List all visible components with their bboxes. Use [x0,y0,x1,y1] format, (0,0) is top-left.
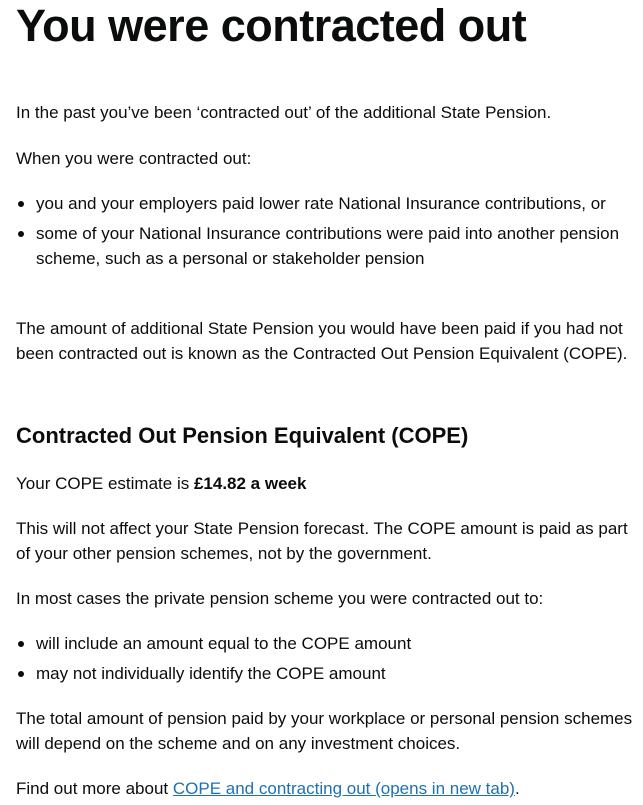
page-title: You were contracted out [16,0,527,51]
contracted-out-lead: When you were contracted out: [16,149,252,168]
find-out-more-paragraph [16,776,638,801]
forecast-paragraph: This will not affect your State Pension forecast. The COPE amount is paid as part of your other pension schemes, not by the government. [16,519,628,563]
cope-heading: Contracted Out Pension Equivalent (COPE) [16,423,469,448]
find-out-more-label: Find out more about [16,779,173,798]
cope-estimate-label: Your COPE estimate is [16,474,194,493]
cope-estimate [16,471,638,496]
list-item: you and your employers paid lower rate National Insurance contributions, or [36,191,643,216]
total-pension-paragraph: The total amount of pension paid by your workplace or personal pension schemes will depend on the scheme and on any investment choices. [16,709,633,753]
list-item: will include an amount equal to the COPE amount [36,631,643,656]
find-out-more-period: . [514,779,520,798]
private-scheme-list [16,631,643,691]
cope-info-link[interactable]: COPE and contracting out (opens in new tab) [172,779,515,798]
list-item: some of your National Insurance contributions were paid into another pension scheme, such as a personal or stakeholder pension [36,221,643,271]
cope-estimate-value: £14.82 a week [193,474,307,493]
cope-definition-paragraph: The amount of additional State Pension you would have been paid if you had not been contracted out is known as the Contracted Out Pension Equivalent (COPE). [16,319,628,363]
private-scheme-lead: In most cases the private pension scheme you were contracted out to: [16,589,544,608]
intro-paragraph: In the past you’ve been ‘contracted out’ of the additional State Pension. [16,103,552,122]
contracted-out-list [16,191,643,276]
list-item: may not individually identify the COPE amount [36,661,643,686]
